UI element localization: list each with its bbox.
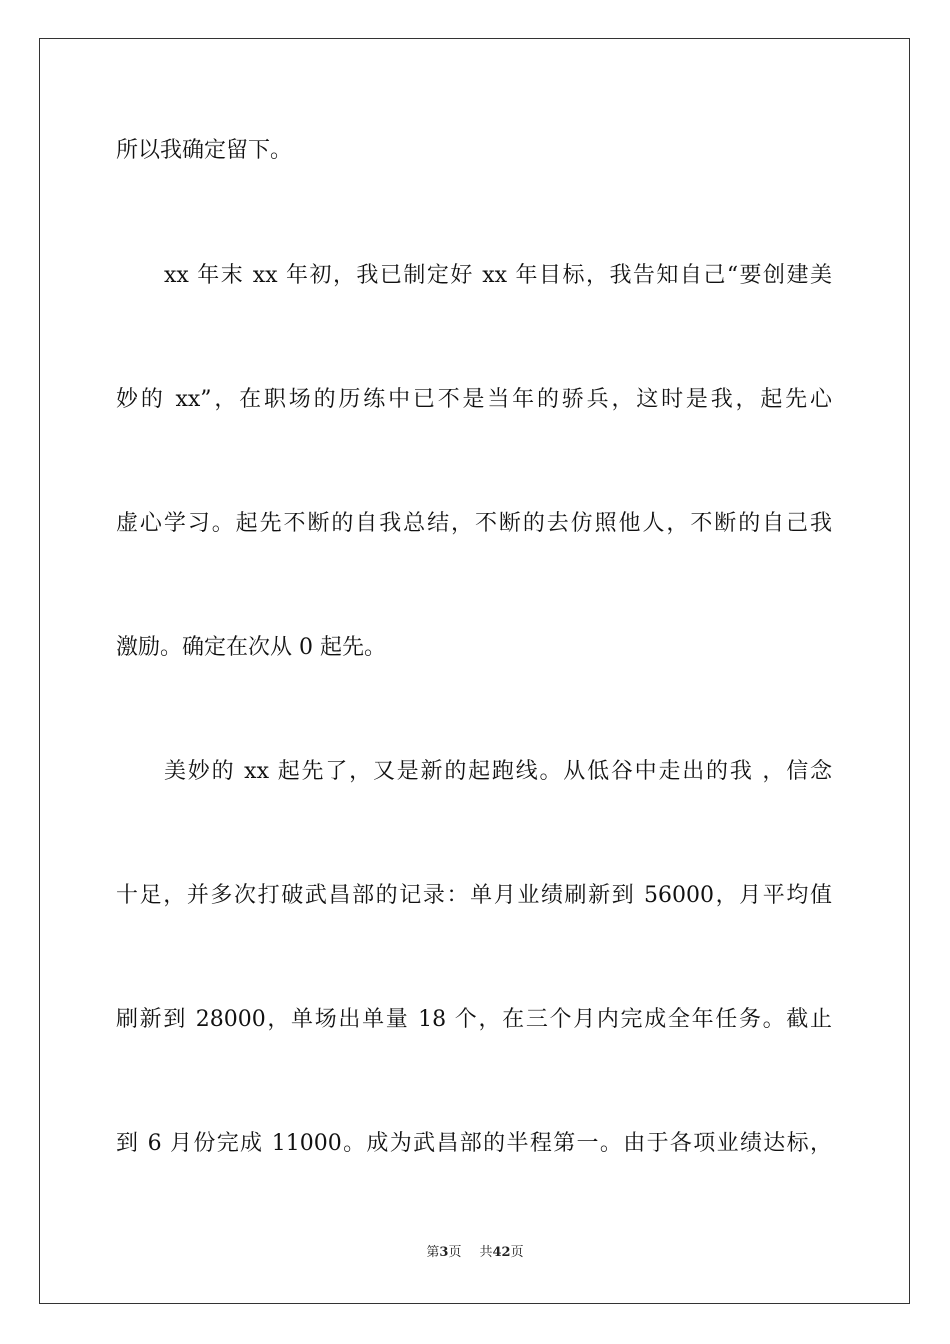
total-pages: 42 [492, 1245, 511, 1260]
text-line-2: xx 年末 xx 年初，我已制定好 xx 年目标，我告知自己“要创建美 [164, 263, 832, 288]
page-suffix: 页 [448, 1245, 462, 1260]
page-prefix: 第 [426, 1245, 440, 1260]
text-line-6: 美妙的 xx 起先了，又是新的起跑线。从低谷中走出的我 ，信念 [164, 759, 832, 784]
text-line-9: 到 6 月份完成 11000。成为武昌部的半程第一。由于各项业绩达标， [116, 1131, 832, 1156]
page-number: 3 [439, 1245, 449, 1260]
text-line-1: 所以我确定留下。 [116, 138, 293, 163]
page-frame [39, 38, 910, 1304]
text-line-4: 虚心学习。起先不断的自我总结，不断的去仿照他人，不断的自己我 [116, 511, 832, 536]
total-prefix: 共 [479, 1245, 493, 1260]
total-suffix: 页 [510, 1245, 524, 1260]
text-line-5: 激励。确定在次从 0 起先。 [116, 635, 386, 660]
page-footer [0, 1243, 950, 1263]
text-line-3: 妙的 xx”，在职场的历练中已不是当年的骄兵，这时是我，起先心 [116, 387, 832, 412]
text-line-7: 十足，并多次打破武昌部的记录：单月业绩刷新到 56000，月平均值 [116, 883, 832, 908]
text-line-8: 刷新到 28000，单场出单量 18 个，在三个月内完成全年任务。截止 [116, 1007, 832, 1032]
